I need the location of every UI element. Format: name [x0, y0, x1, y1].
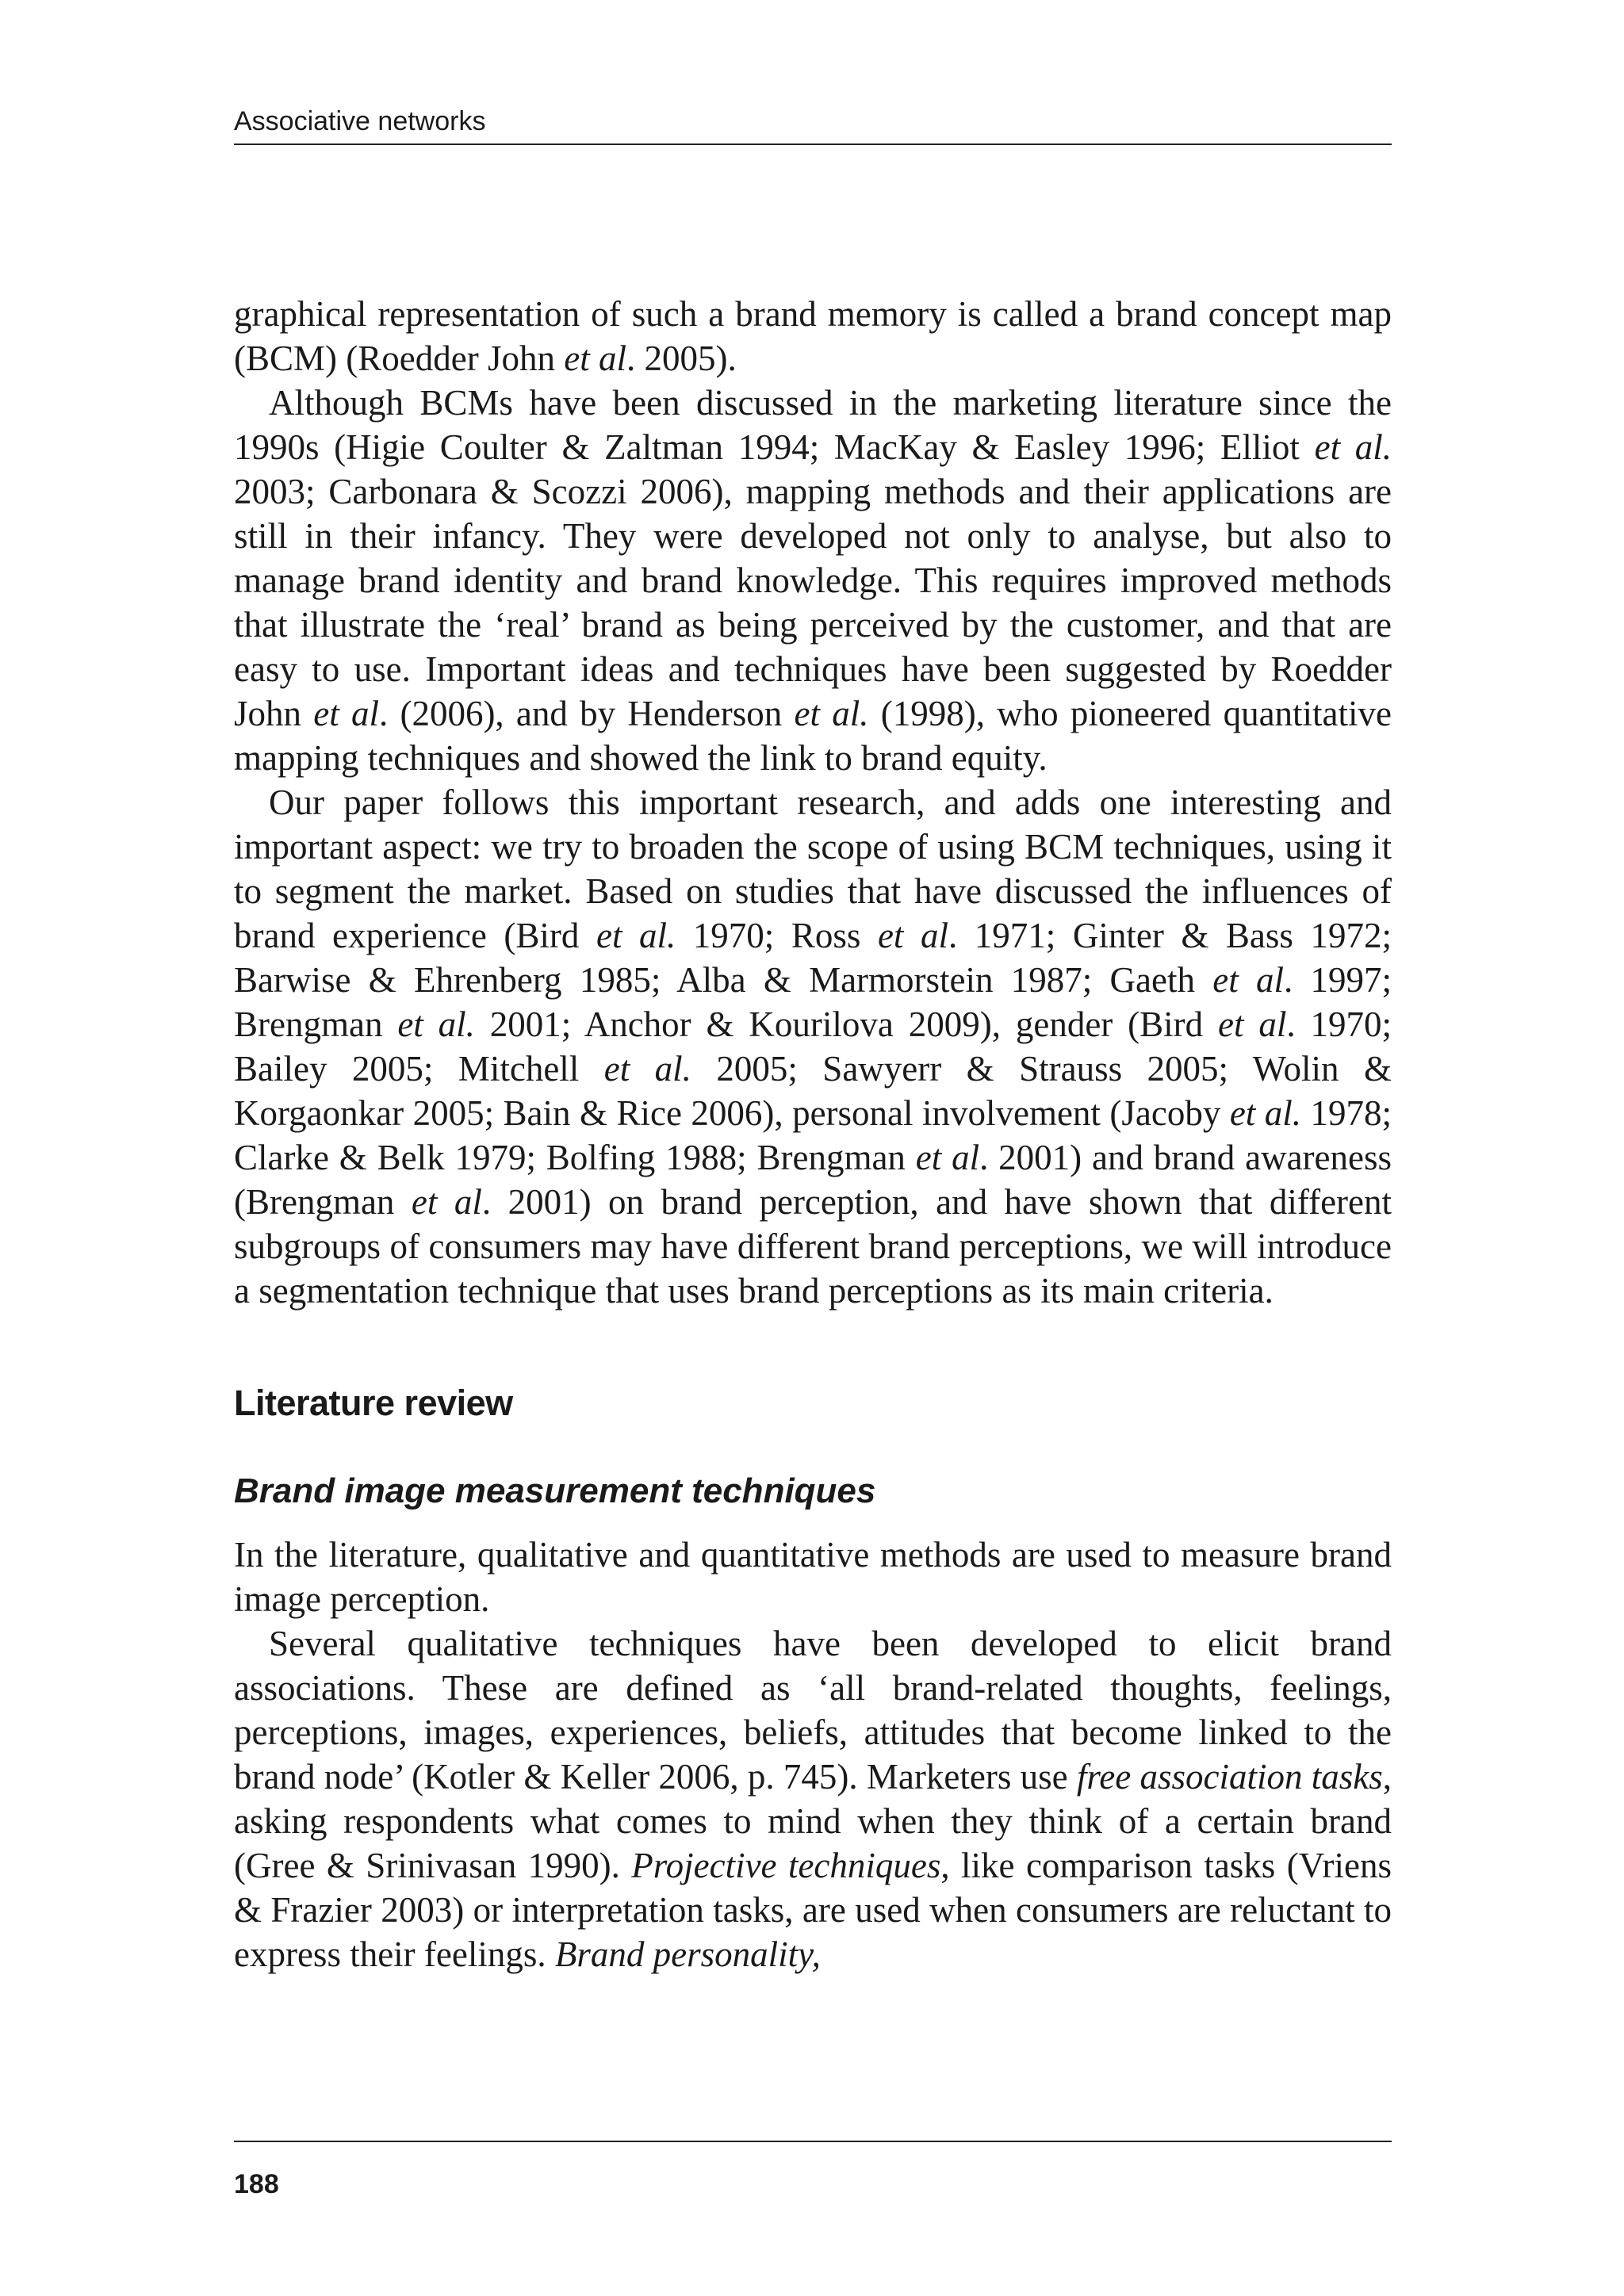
- paragraph-4: In the literature, qualitative and quantitative methods are used to measure brand image perception.: [234, 1535, 1392, 1619]
- italic-run: et al: [411, 1182, 482, 1222]
- header-rule: [234, 144, 1392, 145]
- paragraph-5: Several qualitative techniques have been developed to elicit brand associations. These are defined as ‘all brand-related thoughts, feelings, perceptions, images, experiences, beliefs, attitudes that become linked to the brand node’ (Kotler & Keller 2006, p. 745). Marketers use free association tasks, asking respondents what comes to mind when they think of a certain brand (Gree & Srinivasan 1990). Projective techniques, like comparison tasks (Vriens & Frazier 2003) or interpretation tasks, are used when consumers are reluctant to express their feelings. Brand personality,: [234, 1624, 1392, 1974]
- italic-run: et al: [1218, 1004, 1287, 1044]
- italic-run: et al.: [794, 694, 869, 733]
- subsection-heading: Brand image measurement techniques: [234, 1471, 876, 1510]
- italic-run: et al.: [397, 1004, 475, 1044]
- italic-run: et al: [915, 1138, 980, 1177]
- section-heading: Literature review: [234, 1383, 513, 1423]
- italic-run: et al.: [603, 1049, 691, 1089]
- paragraph-2: Although BCMs have been discussed in the marketing literature since the 1990s (Higie Coulter & Zaltman 1994; MacKay & Easley 1996; Elliot et al. 2003; Carbonara & Scozzi 2006), mapping methods and their applications are still in their infancy. They were developed not only to analyse, but also to manage brand identity and brand knowledge. This requires improved methods that illustrate the ‘real’ brand as being perceived by the customer, and that are easy to use. Important ideas and techniques have been suggested by Roedder John et al. (2006), and by Henderson et al. (1998), who pioneered quantitative mapping techniques and showed the link to brand equity.: [234, 383, 1392, 778]
- footer-rule: [234, 2141, 1392, 2142]
- italic-run: Projective techniques: [631, 1846, 941, 1885]
- italic-run: Brand personality,: [554, 1934, 821, 1974]
- italic-run: et al.: [1229, 1093, 1302, 1133]
- page-number: 188: [234, 2169, 279, 2199]
- italic-run: et al: [564, 339, 626, 378]
- italic-run: free association tasks: [1076, 1757, 1383, 1797]
- italic-run: et al: [1212, 960, 1284, 1000]
- body-text: [234, 292, 1392, 1976]
- italic-run: et al: [313, 694, 379, 733]
- italic-run: et al.: [596, 916, 676, 955]
- paragraph-3: Our paper follows this important research, and adds one interesting and important aspect: we try to broaden the scope of using BCM techniques, using it to segment the market. Based on studies that have discussed the influences of brand experience (Bird et al. 1970; Ross et al. 1971; Ginter & Bass 1972; Barwise & Ehrenberg 1985; Alba & Marmorstein 1987; Gaeth et al. 1997; Brengman et al. 2001; Anchor & Kourilova 2009), gender (Bird et al. 1970; Bailey 2005; Mitchell et al. 2005; Sawyerr & Strauss 2005; Wolin & Korgaonkar 2005; Bain & Rice 2006), personal involvement (Jacoby et al. 1978; Clarke & Belk 1979; Bolfing 1988; Brengman et al. 2001) and brand awareness (Brengman et al. 2001) on brand perception, and have shown that different subgroups of consumers may have different brand perceptions, we will introduce a segmentation technique that uses brand perceptions as its main criteria.: [234, 783, 1392, 1311]
- italic-run: et al.: [1314, 427, 1392, 467]
- running-head: Associative networks: [234, 106, 486, 136]
- italic-run: et al: [877, 916, 948, 955]
- paragraph-1: graphical representation of such a brand memory is called a brand concept map (BCM) (Roedder John et al. 2005).: [234, 294, 1392, 378]
